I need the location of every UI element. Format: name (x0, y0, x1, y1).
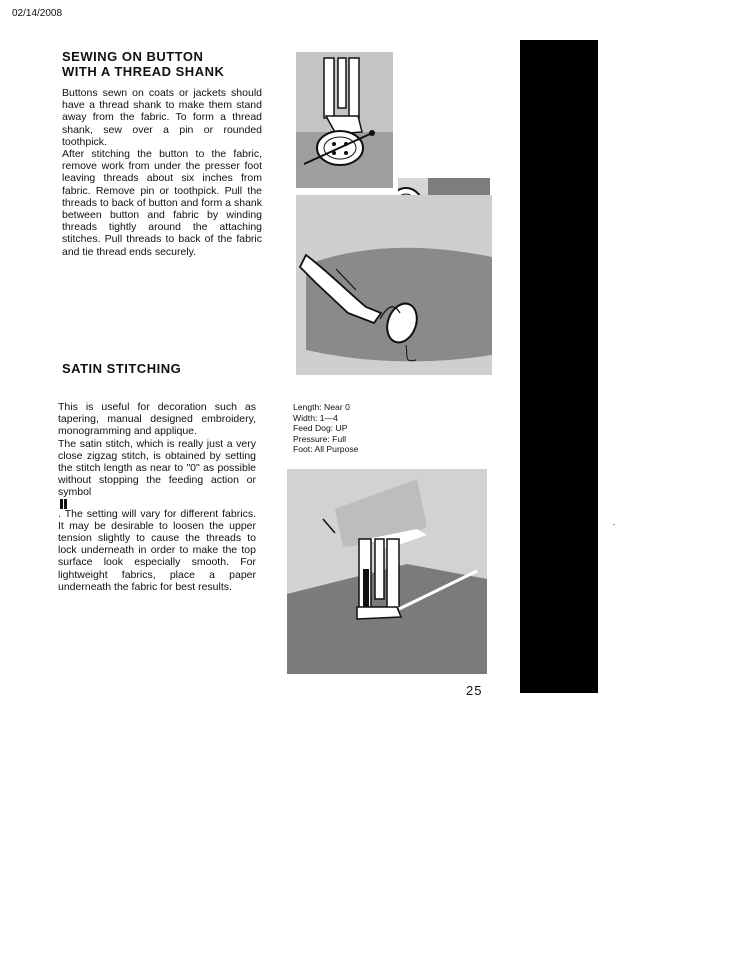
print-date: 02/14/2008 (12, 8, 63, 19)
title-line-2: WITH A THREAD SHANK (62, 64, 225, 79)
satin-paragraph-2 (58, 438, 256, 593)
sewing-button-instructions (62, 87, 262, 258)
setting-pressure: Pressure: Full (293, 433, 347, 444)
title-line-1: SEWING ON BUTTON (62, 49, 204, 64)
section-title-satin-stitching: SATIN STITCHING (62, 361, 182, 376)
satin-paragraph-1: This is useful for decoration such as tapering, manual designed embroidery, monogramming and applique. (58, 401, 256, 438)
illustration-hand-winding-thread (296, 195, 492, 375)
instructions-paragraph-1: Buttons sewn on coats or jackets should have a thread shank to make them stand away from the fabric. To form a thread shank, sew over a pin or rounded toothpick. (62, 87, 262, 148)
satin-paragraph-2b: . The setting will vary for different fabrics. It may be desirable to loosen the upper tension slightly to cause the threads to lock underneath in order to make the top surface look especially smooth. For lightweight fabrics, place a paper underneath the fabric for best results. (58, 507, 256, 593)
scan-margin-black-bar (520, 40, 598, 693)
setting-foot: Foot: All Purpose (293, 444, 359, 455)
satin-paragraph-2a: The satin stitch, which is really just a very close zigzag stitch, is obtained by setting the stitch length as near to "0" as possible without stopping the feeding action or symbol (58, 437, 256, 499)
scan-speck (613, 524, 615, 525)
illustration-satin-stitch-presser-foot (287, 469, 487, 674)
setting-width: Width: 1—4 (293, 412, 338, 423)
setting-length: Length: Near 0 (293, 402, 350, 412)
instructions-paragraph-2: After stitching the button to the fabric, remove work from under the presser foot leaving threads about six inches from fabric. Remove pin or toothpick. Pull the threads to back of button and form a shank between button and fabric by winding threads tightly around the attaching stitches. Pull threads to back of the fabric and tie thread ends securely. (62, 148, 262, 258)
setting-feed-dog: Feed Dog: UP (293, 423, 348, 434)
section-title-sewing-button (62, 49, 282, 79)
machine-settings (293, 402, 358, 455)
page-number: 25 (466, 683, 483, 698)
illustration-sewing-button-over-pin (296, 52, 393, 188)
satin-stitching-instructions (58, 401, 256, 593)
